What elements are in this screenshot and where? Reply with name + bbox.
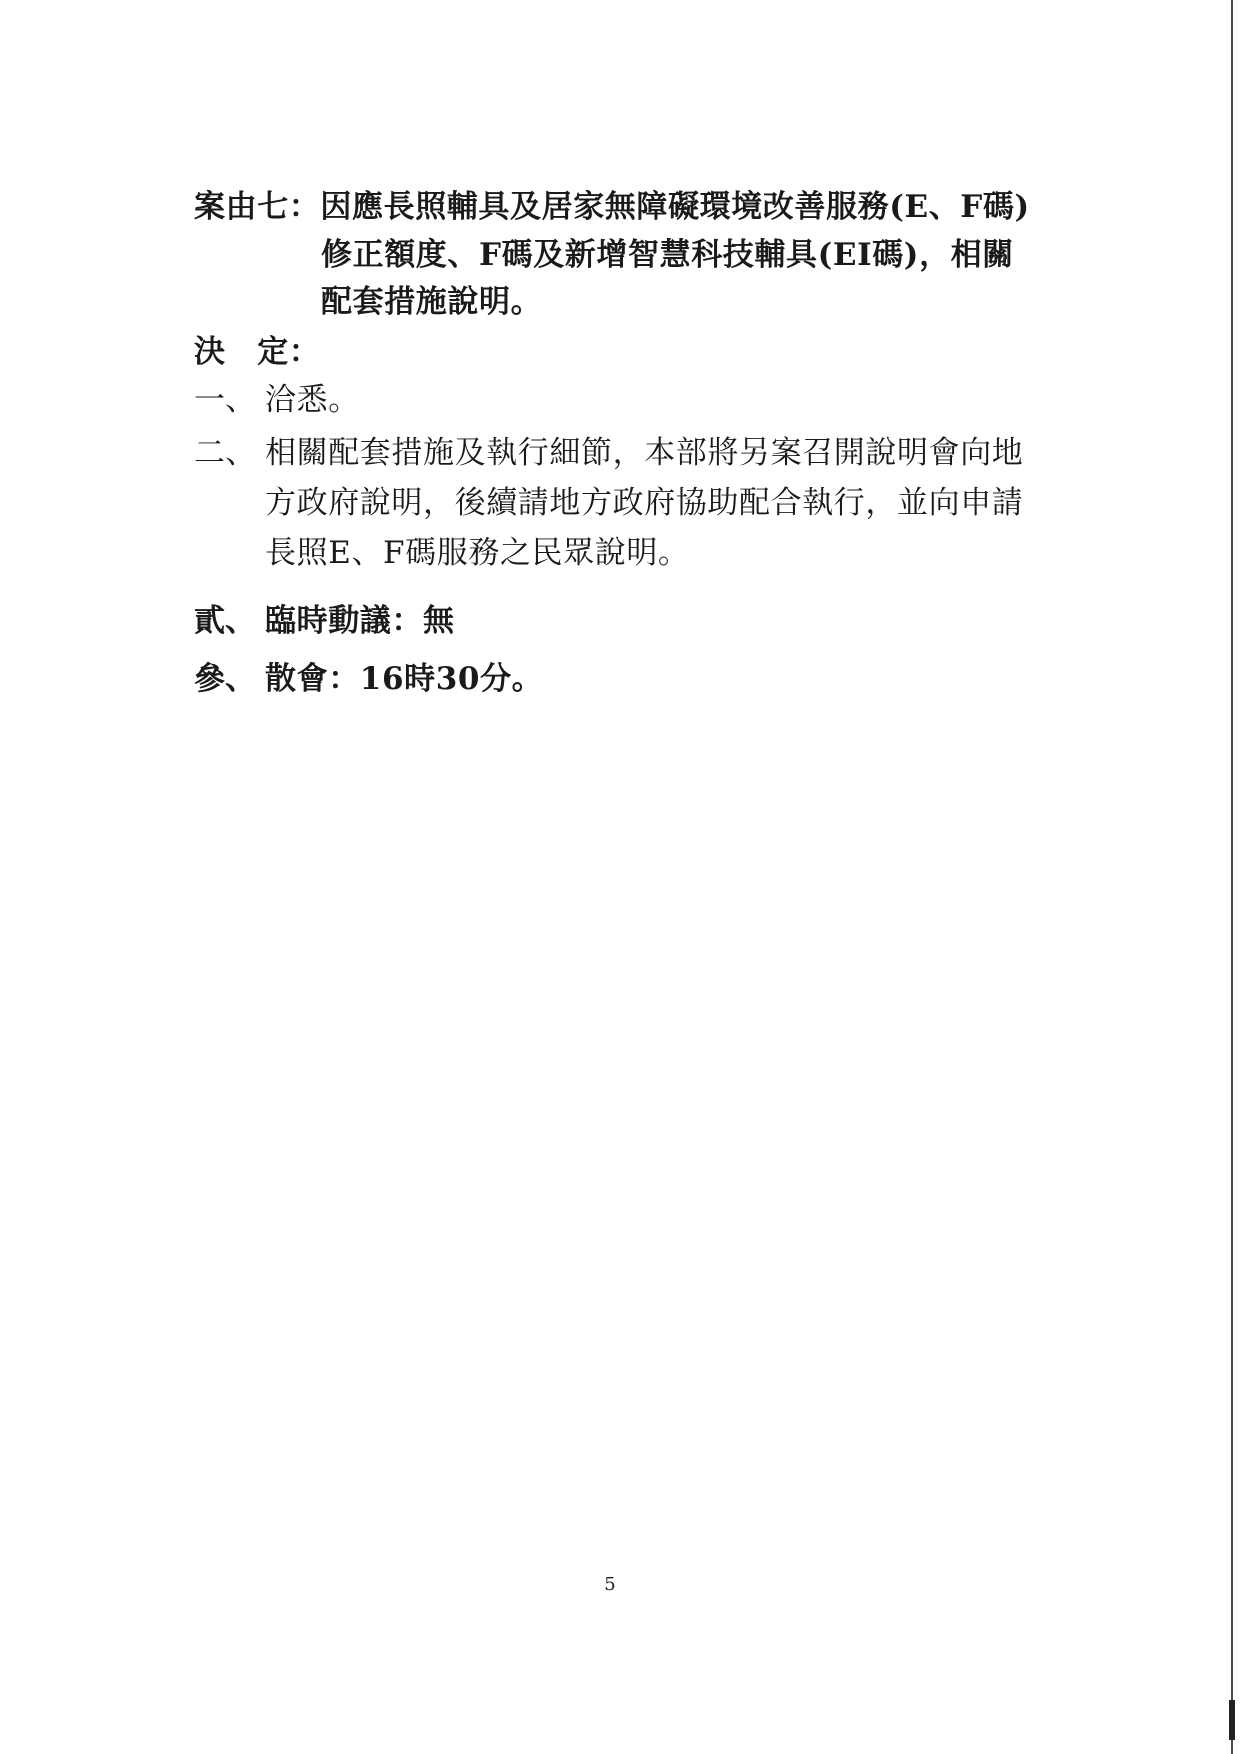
section-2-text: 臨時動議：無 <box>265 603 455 639</box>
decision-item-2-line-3: 長照E、F碼服務之民眾說明。 <box>265 535 690 571</box>
decision-item-1-text: 洽悉。 <box>265 382 360 418</box>
decision-item-1-marker: 一、 <box>194 382 256 418</box>
decision-item-2-marker: 二、 <box>194 435 256 471</box>
case-heading-line-2: 修正額度、F碼及新增智慧科技輔具(EI碼)，相關 <box>321 237 1014 273</box>
case-heading-line-1 <box>194 189 1030 225</box>
case-label: 案由七： <box>194 189 321 225</box>
decision-item-2-line-2: 方政府說明，後續請地方政府協助配合執行，並向申請 <box>265 485 1024 521</box>
scan-edge-line <box>1231 0 1233 1754</box>
case-title-line: 因應長照輔具及居家無障礙環境改善服務(E、F碼) <box>320 189 1030 225</box>
section-3-marker: 參、 <box>194 661 256 697</box>
section-2-marker: 貳、 <box>194 603 256 639</box>
decision-label: 決 定： <box>194 334 321 370</box>
case-heading-line-3: 配套措施說明。 <box>321 284 543 320</box>
section-3-text: 散會：16時30分。 <box>265 661 544 697</box>
page-number: 5 <box>604 1574 616 1595</box>
scan-edge-mark <box>1229 1700 1235 1740</box>
decision-item-2-line-1: 相關配套措施及執行細節，本部將另案召開說明會向地 <box>265 435 1024 471</box>
